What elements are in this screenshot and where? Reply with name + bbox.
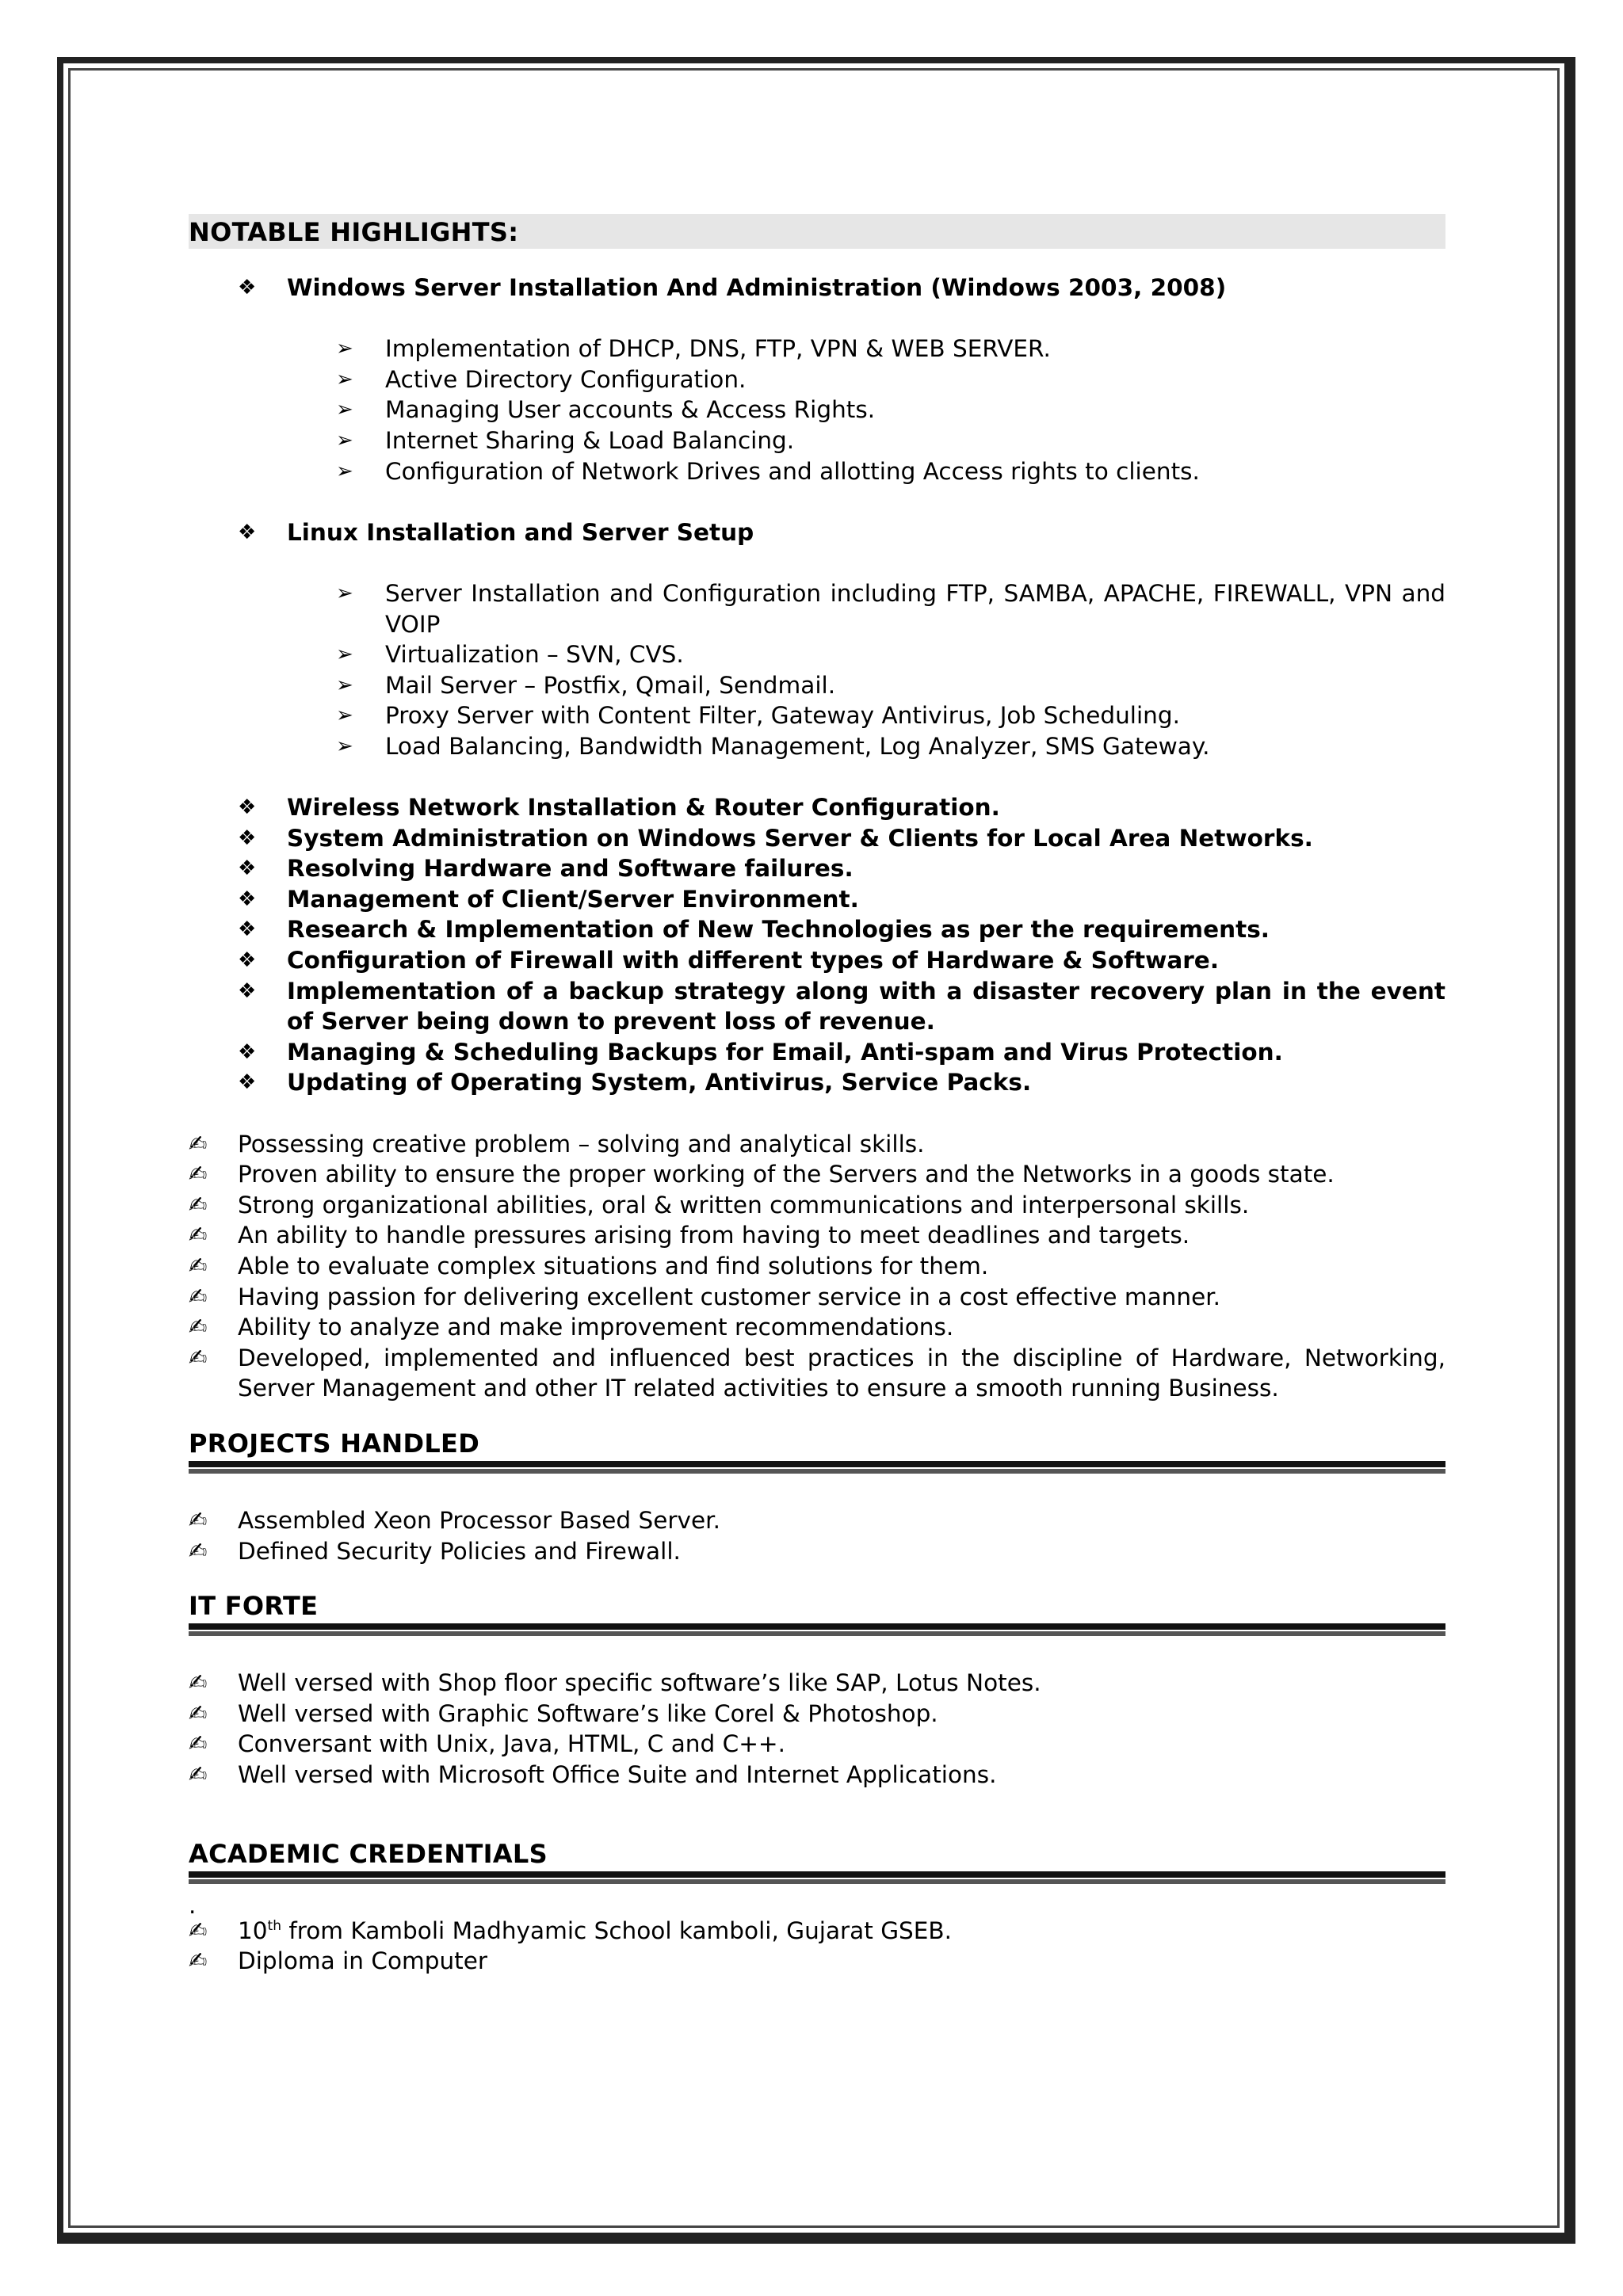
pen-bullet-icon: ✍ <box>189 1283 208 1310</box>
pen-bullet-icon: ✍ <box>189 1917 208 1943</box>
section-heading-highlights: NOTABLE HIGHLIGHTS: <box>189 214 1445 249</box>
arrowhead-bullet-icon: ➢ <box>336 734 353 758</box>
list-item: ✍ Conversant with Unix, Java, HTML, C and C++. <box>189 1729 1445 1760</box>
list-item: ✍ Developed, implemented and influenced best practices in the discipline of Hardware, Networking, Server Management and other IT related activities to ensure a smooth running Business. <box>189 1344 1445 1402</box>
pen-bullet-icon: ✍ <box>189 1947 208 1974</box>
list-item: ❖ Configuration of Firewall with different types of Hardware & Software. <box>189 945 1445 976</box>
diamond-bullet-icon: ❖ <box>238 856 257 881</box>
list-item: ✍ Diploma in Computer <box>189 1946 1445 1977</box>
arrowhead-bullet-icon: ➢ <box>336 428 353 452</box>
list-item: ➢ Configuration of Network Drives and allotting Access rights to clients. <box>189 456 1445 487</box>
pen-bullet-icon: ✍ <box>189 1161 208 1188</box>
pen-bullet-icon: ✍ <box>189 1253 208 1279</box>
list-item: ➢ Server Installation and Configuration including FTP, SAMBA, APACHE, FIREWALL, VPN and VOIP <box>336 579 1445 638</box>
list-item: ✍ An ability to handle pressures arising from having to meet deadlines and targets. <box>189 1220 1445 1251</box>
diamond-bullet-icon: ❖ <box>238 826 257 850</box>
arrowhead-bullet-icon: ➢ <box>336 704 353 728</box>
pen-bullet-icon: ✍ <box>189 1669 208 1696</box>
arrowhead-bullet-icon: ➢ <box>336 398 353 422</box>
pen-bullet-icon: ✍ <box>189 1730 208 1757</box>
list-item: ➢ Managing User accounts & Access Rights. <box>189 395 1445 425</box>
list-item: ❖ System Administration on Windows Server & Clients for Local Area Networks. <box>189 823 1445 854</box>
list-item: ➢ Load Balancing, Bandwidth Management, Log Analyzer, SMS Gateway. <box>189 731 1445 762</box>
list-item: ➢ Virtualization – SVN, CVS. <box>189 639 1445 670</box>
list-item: ✍ Ability to analyze and make improvement recommendations. <box>189 1312 1445 1343</box>
list-item: ❖ Managing & Scheduling Backups for Email, Anti-spam and Virus Protection. <box>189 1037 1445 1068</box>
arrowhead-bullet-icon: ➢ <box>336 643 353 667</box>
diamond-bullet-icon: ❖ <box>238 1070 257 1095</box>
diamond-bullet-icon: ❖ <box>238 917 257 942</box>
pen-bullet-icon: ✍ <box>189 1506 208 1533</box>
section-heading-academic: ACADEMIC CREDENTIALS <box>189 1836 1445 1878</box>
list-item: ❖ Research & Implementation of New Technologies as per the requirements. <box>189 914 1445 945</box>
pen-bullet-icon: ✍ <box>189 1130 208 1157</box>
list-item: ❖ Wireless Network Installation & Router Configuration. <box>189 792 1445 823</box>
arrowhead-bullet-icon: ➢ <box>336 581 353 605</box>
diamond-bullet-icon: ❖ <box>238 978 257 1003</box>
list-item: ✍ Defined Security Policies and Firewall. <box>189 1536 1445 1567</box>
diamond-bullet-icon: ❖ <box>238 795 257 820</box>
list-item: ✍ Assembled Xeon Processor Based Server. <box>189 1505 1445 1536</box>
list-item: ❖ Updating of Operating System, Antivirus, Service Packs. <box>189 1067 1445 1098</box>
arrowhead-bullet-icon: ➢ <box>336 459 353 483</box>
pen-bullet-icon: ✍ <box>189 1699 208 1726</box>
list-item: ➢ Active Directory Configuration. <box>189 364 1445 395</box>
highlight-group-title: ❖ Windows Server Installation And Administration (Windows 2003, 2008) <box>189 273 1445 303</box>
pen-bullet-icon: ✍ <box>189 1760 208 1787</box>
pen-bullet-icon: ✍ <box>189 1222 208 1249</box>
section-heading-projects: PROJECTS HANDLED <box>189 1426 1445 1467</box>
list-item: ✍ Possessing creative problem – solving and analytical skills. <box>189 1129 1445 1160</box>
pen-bullet-icon: ✍ <box>189 1314 208 1341</box>
list-item: ➢ Mail Server – Postfix, Qmail, Sendmail. <box>189 670 1445 701</box>
arrowhead-bullet-icon: ➢ <box>336 673 353 697</box>
list-item: ➢ Implementation of DHCP, DNS, FTP, VPN & WEB SERVER. <box>189 334 1445 364</box>
list-item: ✍ Well versed with Microsoft Office Suite and Internet Applications. <box>189 1760 1445 1791</box>
diamond-bullet-icon: ❖ <box>238 276 257 299</box>
stray-dot: . <box>189 1891 197 1919</box>
list-item: ❖ Implementation of a backup strategy along with a disaster recovery plan in the event of Server being down to prevent loss of revenue. <box>238 977 1445 1035</box>
list-item: ✍ Well versed with Graphic Software’s like Corel & Photoshop. <box>189 1699 1445 1730</box>
diamond-bullet-icon: ❖ <box>238 520 257 544</box>
list-item: ✍ Having passion for delivering excellent customer service in a cost effective manner. <box>189 1282 1445 1313</box>
list-item: ➢ Proxy Server with Content Filter, Gateway Antivirus, Job Scheduling. <box>189 700 1445 731</box>
arrowhead-bullet-icon: ➢ <box>336 367 353 391</box>
arrowhead-bullet-icon: ➢ <box>336 337 353 361</box>
list-item: ❖ Resolving Hardware and Software failures. <box>189 853 1445 884</box>
pen-bullet-icon: ✍ <box>189 1537 208 1564</box>
list-item: ❖ Management of Client/Server Environment. <box>189 884 1445 915</box>
list-item: ✍ 10th from Kamboli Madhyamic School kamboli, Gujarat GSEB. <box>189 1916 1445 1947</box>
list-item: ✍ Well versed with Shop floor specific software’s like SAP, Lotus Notes. <box>189 1668 1445 1699</box>
list-item: ✍ Able to evaluate complex situations and find solutions for them. <box>189 1251 1445 1282</box>
highlight-group-title: ❖ Linux Installation and Server Setup <box>189 517 1445 548</box>
section-heading-it-forte: IT FORTE <box>189 1589 1445 1630</box>
pen-bullet-icon: ✍ <box>189 1191 208 1218</box>
diamond-bullet-icon: ❖ <box>238 948 257 973</box>
diamond-bullet-icon: ❖ <box>238 1039 257 1064</box>
diamond-bullet-icon: ❖ <box>238 887 257 911</box>
list-item: ➢ Internet Sharing & Load Balancing. <box>189 425 1445 456</box>
list-item: ✍ Proven ability to ensure the proper working of the Servers and the Networks in a goods state. <box>189 1159 1445 1190</box>
resume-page <box>189 214 1445 1977</box>
list-item: ✍ Strong organizational abilities, oral & written communications and interpersonal skills. <box>189 1190 1445 1221</box>
pen-bullet-icon: ✍ <box>189 1344 208 1371</box>
